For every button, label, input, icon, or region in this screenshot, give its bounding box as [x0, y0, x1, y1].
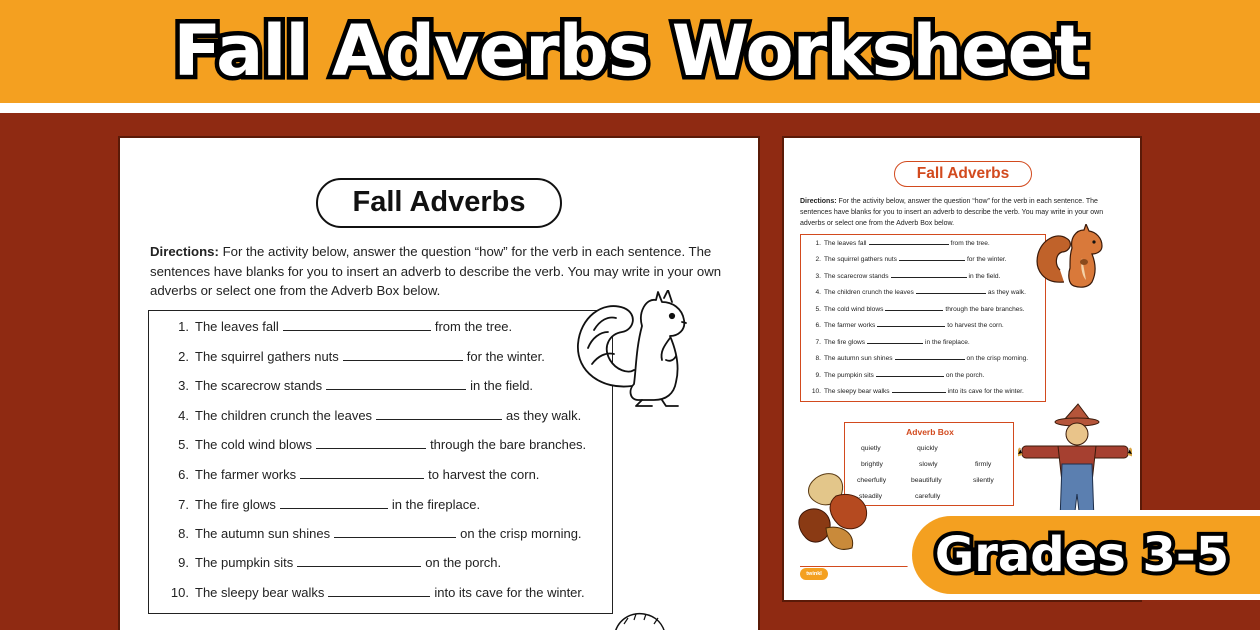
adverb-word: brightly: [861, 461, 883, 468]
directions-label: Directions:: [150, 244, 219, 259]
banner-divider: [0, 103, 1260, 113]
answer-blank: [916, 288, 986, 294]
grades-badge: [906, 510, 1260, 600]
answer-blank: [316, 437, 426, 449]
answer-blank: [895, 354, 965, 360]
worksheet-preview-large: [120, 138, 758, 630]
adverb-word: silently: [973, 477, 994, 484]
answer-blank: [885, 305, 943, 311]
list-item: 9. The pumpkin sits on the porch.: [815, 372, 985, 379]
directions-text-small: For the activity below, answer the question “how” for the verb in each sentence. The sentences have blanks for you to insert an adverb to describe the verb. You may write in your own adverbs or select one from the Adverb Box below.: [800, 198, 1104, 227]
list-item: 10. The sleepy bear walks into its cave for the winter.: [170, 585, 585, 600]
list-item: 5. The cold wind blows through the bare branches.: [178, 437, 587, 452]
list-item: 1. The leaves fall from the tree.: [815, 240, 990, 247]
adverb-word: beautifully: [911, 477, 942, 484]
twinkl-logo: twinkl: [800, 568, 828, 580]
answer-blank: [376, 408, 502, 420]
adverb-word: quietly: [861, 445, 881, 452]
answer-blank: [899, 255, 965, 261]
list-item: 8. The autumn sun shines on the crisp morning.: [178, 526, 582, 541]
list-item: 10. The sleepy bear walks into its cave for the winter.: [811, 388, 1024, 395]
squirrel-outline-icon: [572, 290, 698, 408]
adverb-word: firmly: [975, 461, 992, 468]
directions-text: For the activity below, answer the question “how” for the verb in each sentence. The sentences have blanks for you to insert an adverb to describe the verb. You may write in your own adverbs or select one from the Adverb Box below.: [150, 244, 722, 298]
hedgehog-outline-icon: [610, 608, 670, 630]
list-item: 6. The farmer works to harvest the corn.: [815, 322, 1004, 329]
answer-blank: [300, 467, 424, 479]
adverb-box-title: Adverb Box: [906, 427, 954, 437]
answer-blank: [891, 272, 967, 278]
list-item: 4. The children crunch the leaves as they walk.: [178, 408, 582, 423]
list-item: 2. The squirrel gathers nuts for the winter.: [815, 256, 1007, 263]
adverb-word: carefully: [915, 493, 941, 500]
adverb-word: quickly: [917, 445, 938, 452]
list-item: 7. The fire glows in the fireplace.: [178, 497, 481, 512]
scarecrow-icon: [1018, 402, 1132, 522]
answer-blank: [297, 555, 421, 567]
autumn-leaves-icon: [796, 468, 887, 552]
sentence-list: [148, 310, 613, 614]
answer-blank: [334, 526, 456, 538]
answer-blank: [867, 338, 923, 344]
list-item: 6. The farmer works to harvest the corn.: [178, 467, 540, 482]
answer-blank: [892, 387, 946, 393]
directions-label-small: Directions:: [800, 198, 837, 205]
answer-blank: [869, 239, 949, 245]
list-item: 1. The leaves fall from the tree.: [178, 319, 513, 334]
answer-blank: [283, 319, 431, 331]
list-item: 3. The scarecrow stands in the field.: [815, 273, 1001, 280]
answer-blank: [326, 378, 466, 390]
list-item: 2. The squirrel gathers nuts for the winter.: [178, 349, 545, 364]
worksheet-heading: Fall Adverbs: [316, 178, 562, 228]
answer-blank: [876, 371, 944, 377]
worksheet-heading-small: Fall Adverbs: [894, 161, 1032, 187]
list-item: 3. The scarecrow stands in the field.: [178, 378, 534, 393]
adverb-word: steadily: [859, 493, 883, 500]
list-item: 8. The autumn sun shines on the crisp morning.: [815, 355, 1029, 362]
squirrel-icon: [1034, 224, 1110, 290]
answer-blank: [280, 497, 388, 509]
list-item: 9. The pumpkin sits on the porch.: [178, 555, 502, 570]
page-title: Fall Adverbs Worksheet: [173, 10, 1087, 92]
list-item: 7. The fire glows in the fireplace.: [815, 339, 970, 346]
answer-blank: [877, 321, 945, 327]
list-item: 5. The cold wind blows through the bare branches.: [815, 306, 1025, 313]
adverb-word: slowly: [919, 461, 938, 468]
adverb-word: cheerfully: [857, 477, 887, 484]
grades-label: Grades 3-5: [934, 527, 1230, 583]
answer-blank: [343, 349, 463, 361]
answer-blank: [328, 585, 430, 597]
list-item: 4. The children crunch the leaves as they walk.: [815, 289, 1026, 296]
sentence-list-small: [800, 234, 1046, 402]
